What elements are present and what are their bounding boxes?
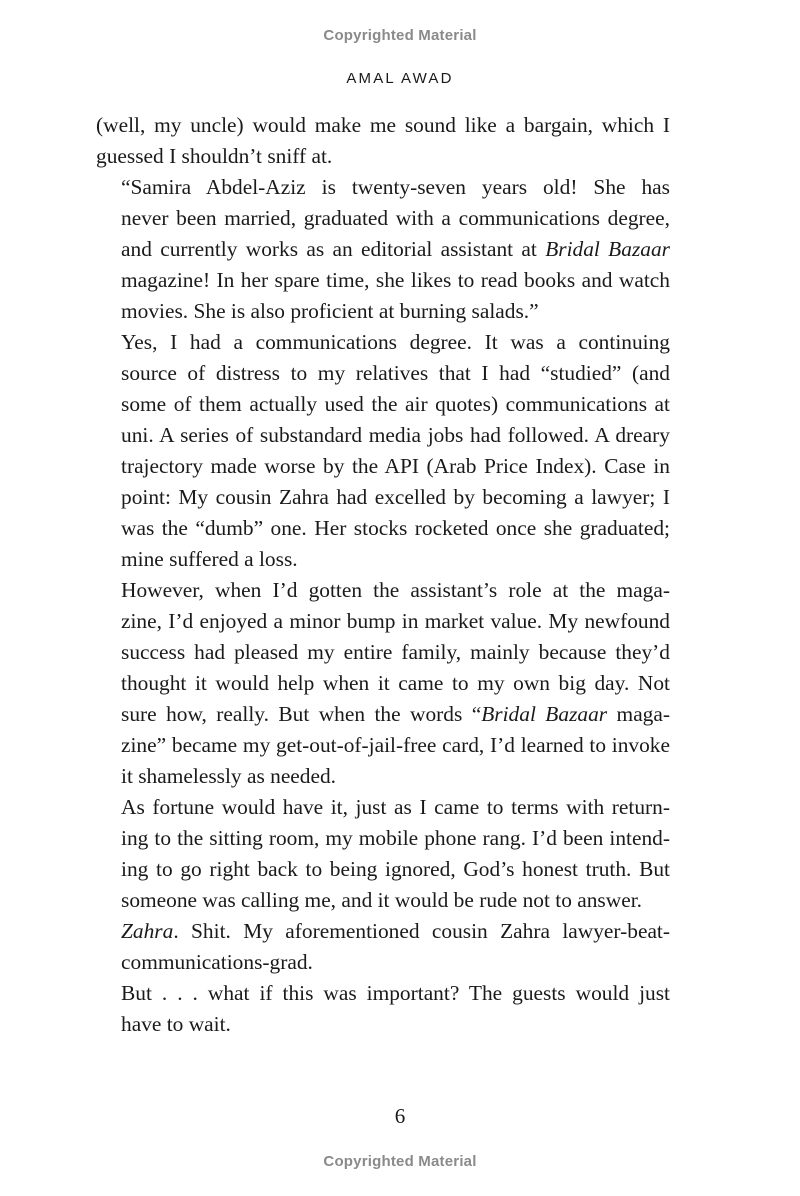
text-line: zine” became my get-out-of-jail-free card, I’d learned to invoke — [121, 733, 670, 757]
text-line: have to wait. — [121, 1012, 231, 1036]
paragraph — [96, 172, 670, 327]
paragraph — [96, 110, 670, 172]
text-line: was the “dumb” one. Her stocks rocketed once she graduated; — [121, 516, 670, 540]
text-run: and currently works as an editorial assistant at — [121, 237, 546, 261]
text-line — [96, 916, 670, 947]
paragraph — [96, 575, 670, 792]
text-line: ing to the sitting room, my mobile phone rang. I’d been intend- — [121, 826, 670, 850]
text-line: However, when I’d gotten the assistant’s role at the maga- — [121, 578, 670, 602]
text-run: . Shit. My aforementioned cousin Zahra lawyer-beat- — [173, 919, 670, 943]
text-line — [96, 699, 670, 730]
text-line: success had pleased my entire family, mainly because they’d — [121, 640, 670, 664]
text-line — [96, 234, 670, 265]
text-run: maga- — [607, 702, 670, 726]
page-number: 6 — [394, 1104, 406, 1128]
text-line: (well, my uncle) would make me sound like a bargain, which I — [96, 113, 670, 137]
text-line: source of distress to my relatives that I had “studied” (and — [121, 361, 670, 385]
text-line: thought it would help when it came to my own big day. Not — [121, 671, 670, 695]
text-line: mine suffered a loss. — [121, 547, 298, 571]
text-line: uni. A series of substandard media jobs had followed. A dreary — [121, 423, 670, 447]
text-line: communications-grad. — [121, 950, 313, 974]
text-line: movies. She is also proficient at burning salads.” — [121, 299, 539, 323]
paragraph — [96, 916, 670, 978]
paragraph — [96, 792, 670, 916]
text-line: As fortune would have it, just as I came to terms with return- — [121, 795, 670, 819]
text-line: some of them actually used the air quotes) communications at — [121, 392, 670, 416]
text-line: trajectory made worse by the API (Arab Price Index). Case in — [121, 454, 670, 478]
text-run: sure how, really. But when the words “ — [121, 702, 482, 726]
text-line: ing to go right back to being ignored, God’s honest truth. But — [121, 857, 670, 881]
running-head-author: AMAL AWAD — [346, 70, 454, 87]
text-line: magazine! In her spare time, she likes to read books and watch — [121, 268, 670, 292]
text-line: guessed I shouldn’t sniff at. — [96, 144, 333, 168]
copyright-watermark-top: Copyrighted Material — [323, 27, 477, 44]
character-name: Zahra — [121, 919, 174, 943]
copyright-watermark-bottom: Copyrighted Material — [323, 1153, 477, 1170]
page-body — [96, 110, 670, 1040]
text-line: someone was calling me, and it would be rude not to answer. — [121, 888, 642, 912]
text-line: it shamelessly as needed. — [121, 764, 337, 788]
paragraph — [96, 327, 670, 575]
magazine-title: Bridal Bazaar — [481, 702, 608, 726]
text-line: “Samira Abdel-Aziz is twenty-seven years old! She has — [121, 175, 670, 199]
text-line: never been married, graduated with a communications degree, — [121, 206, 670, 230]
magazine-title: Bridal Bazaar — [545, 237, 670, 261]
paragraph — [96, 978, 670, 1040]
text-line: zine, I’d enjoyed a minor bump in market value. My newfound — [121, 609, 670, 633]
text-line: But . . . what if this was important? The guests would just — [121, 981, 670, 1005]
text-line: point: My cousin Zahra had excelled by becoming a lawyer; I — [121, 485, 670, 509]
text-line: Yes, I had a communications degree. It was a continuing — [121, 330, 670, 354]
